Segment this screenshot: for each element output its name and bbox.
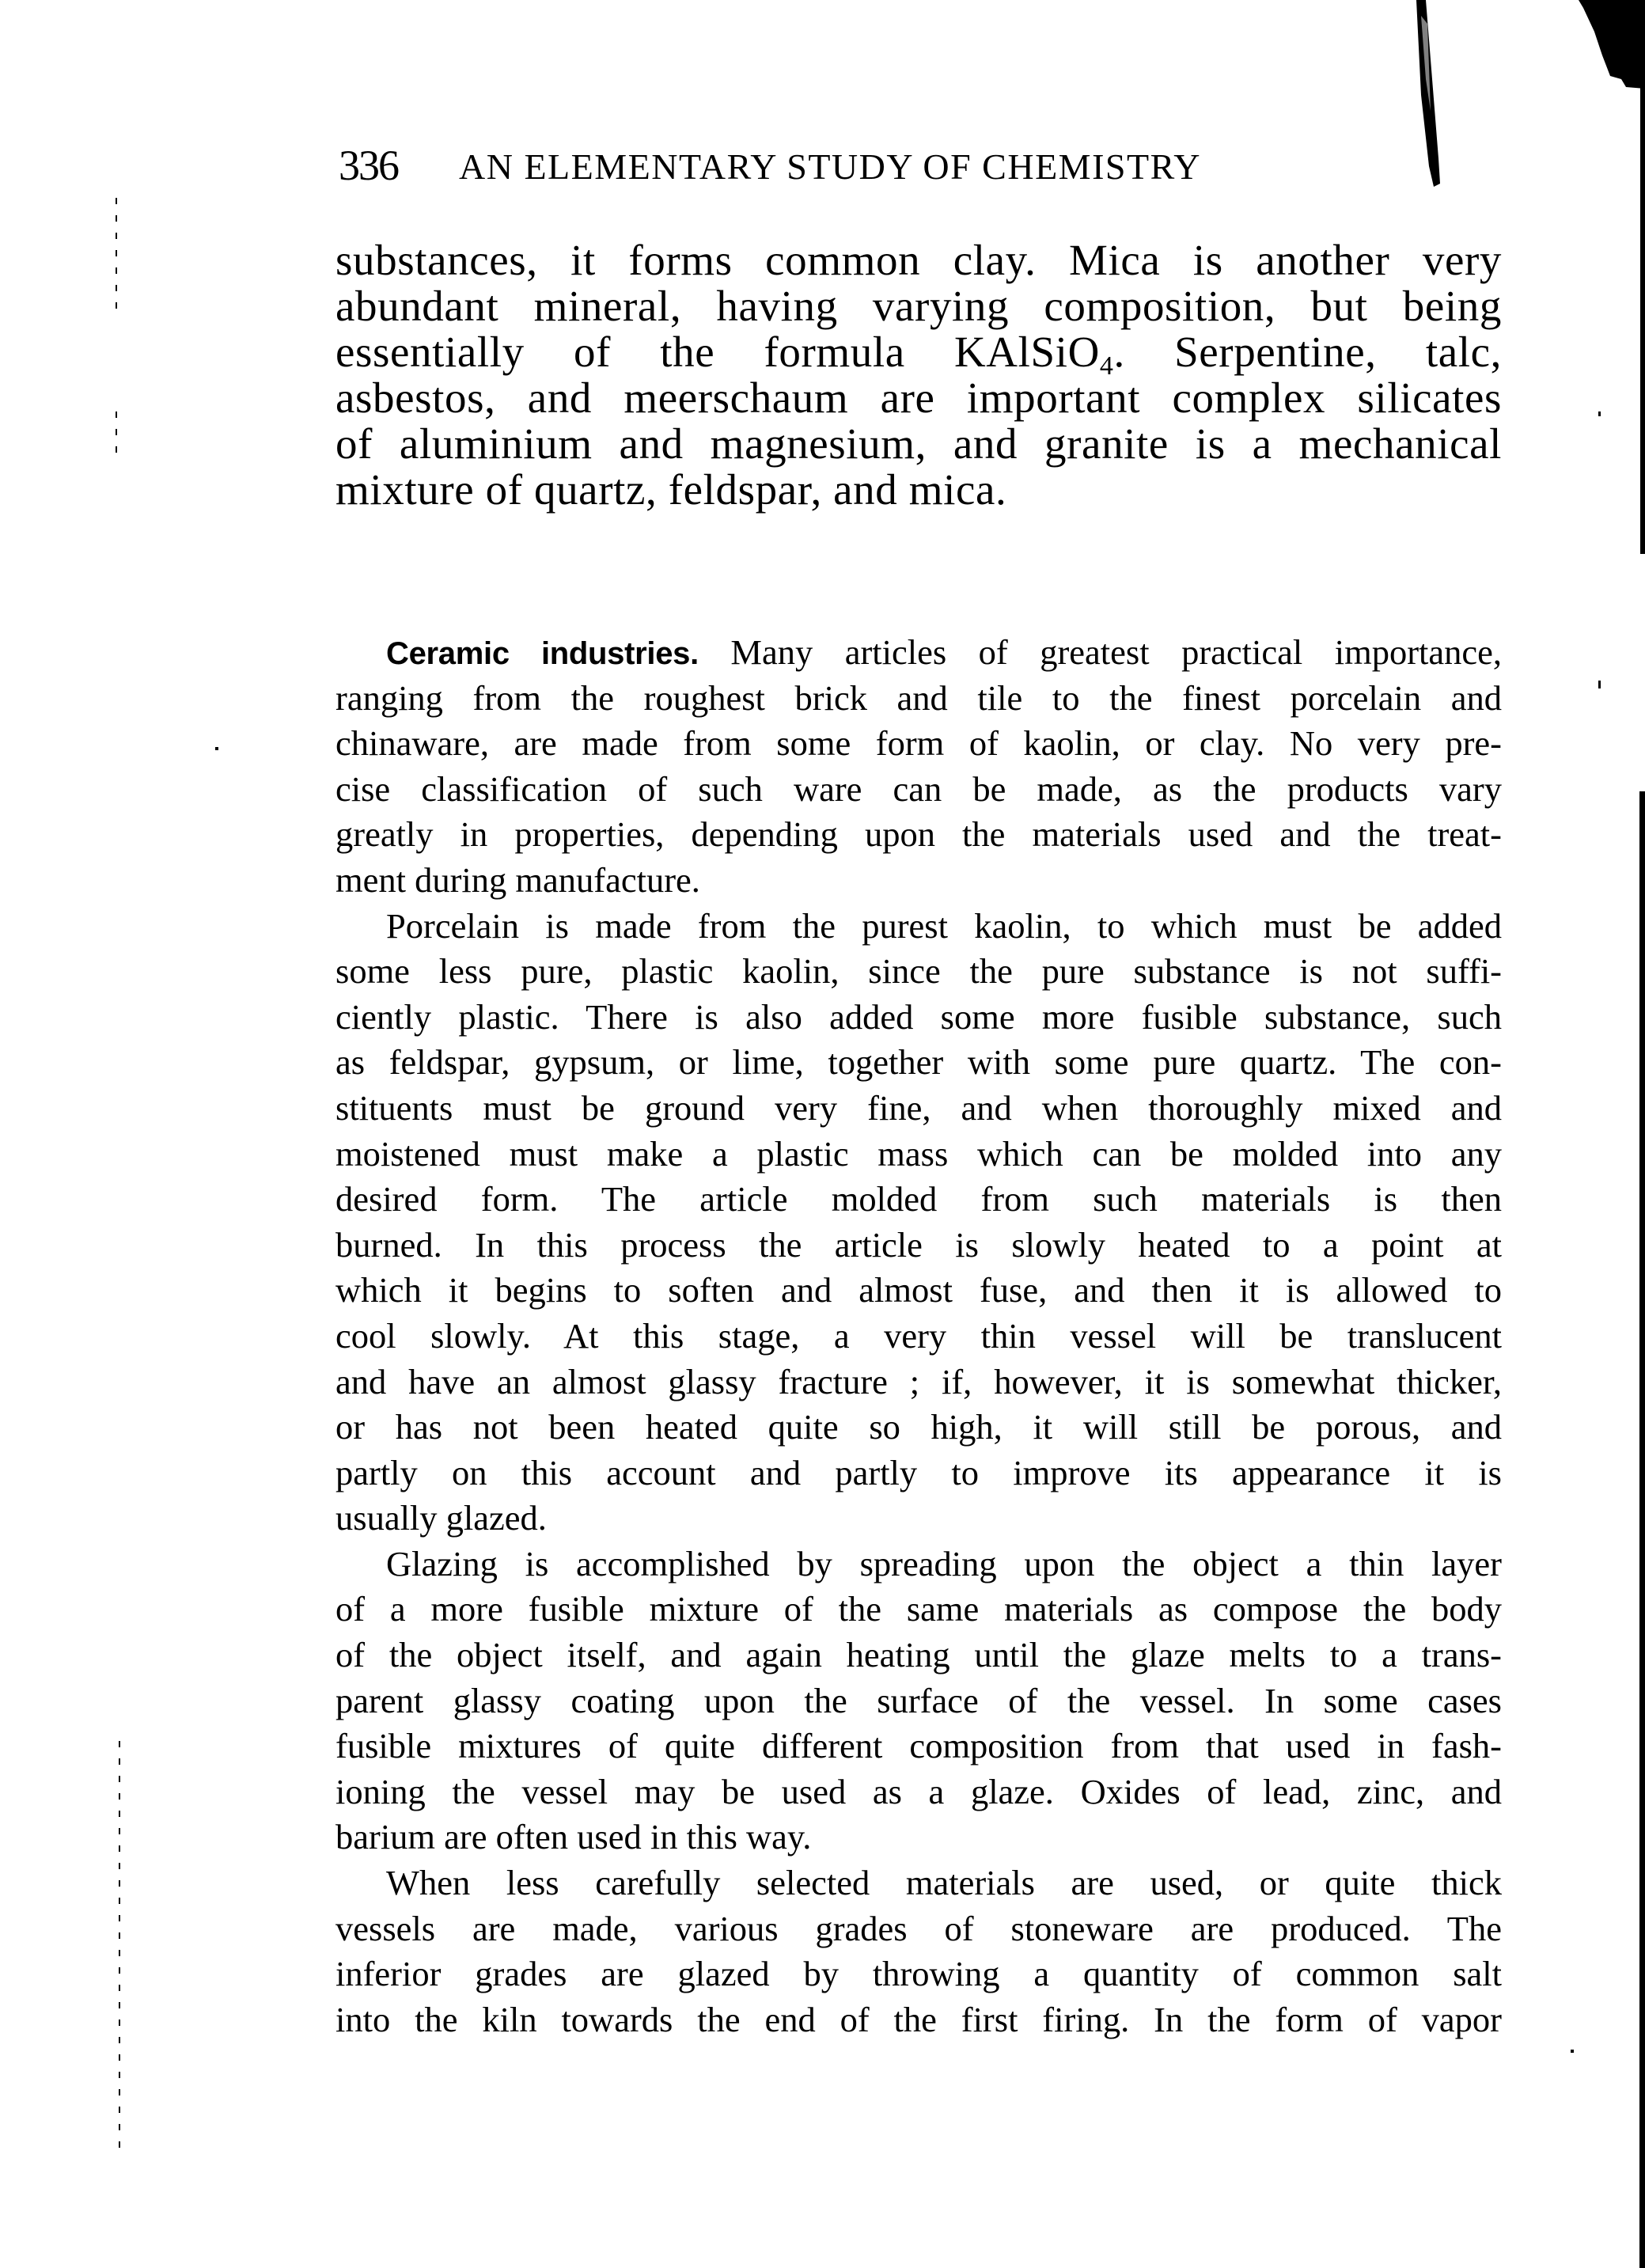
intro-paragraph	[335, 237, 1502, 513]
text-line: When less carefully selected materials are used, or quite thick	[386, 1863, 1502, 1903]
text-line: ranging from the roughest brick and tile to the finest porcelain and	[335, 677, 1502, 718]
text-line: of aluminium and magnesium, and granite is a mechanical	[335, 419, 1502, 468]
text-line: inferior grades are glazed by throwing a quantity of common salt	[335, 1954, 1502, 1994]
text-line: some less pure, plastic kaolin, since the pure substance is not suffi-	[335, 951, 1502, 992]
paragraph-stoneware	[335, 1860, 1502, 2042]
text-line: abundant mineral, having varying composition, but being	[335, 282, 1502, 330]
text-line: and have an almost glassy fracture ; if, however, it is somewhat thicker,	[335, 1361, 1502, 1401]
page-number: 336	[339, 142, 398, 189]
text-line: ment during manufacture.	[335, 859, 700, 900]
text-line: burned. In this process the article is slowly heated to a point at	[335, 1224, 1502, 1265]
text-line: ciently plastic. There is also added some more fusible substance, such	[335, 996, 1502, 1037]
scan-speck	[215, 747, 218, 750]
left-margin-marks	[116, 412, 117, 459]
text-line: Glazing is accomplished by spreading upon the object a thin layer	[386, 1543, 1502, 1583]
text-line: Porcelain is made from the purest kaolin, to which must be added	[386, 905, 1502, 946]
text-line: usually glazed.	[335, 1498, 547, 1538]
paragraph-ceramic-intro	[335, 630, 1502, 904]
formula-tail: . Serpentine, talc,	[1113, 328, 1502, 376]
text-line: cise classification of such ware can be made, as the products vary	[335, 768, 1502, 809]
left-margin-marks	[119, 1741, 120, 2152]
text-line: desired form. The article molded from such materials is then	[335, 1179, 1502, 1219]
ceramic-industries-section	[335, 630, 1502, 2042]
left-margin-marks	[116, 198, 117, 317]
text-line: mixture of quartz, feldspar, and mica.	[335, 465, 1007, 514]
formula-subscript: 4	[1099, 351, 1114, 381]
text-line: chinaware, are made from some form of kaolin, or clay. No very pre-	[335, 723, 1502, 764]
running-head: AN ELEMENTARY STUDY OF CHEMISTRY	[459, 146, 1201, 187]
section-title: Ceramic industries.	[386, 636, 699, 671]
text-line: stituents must be ground very fine, and when thoroughly mixed and	[335, 1087, 1502, 1128]
page-header	[339, 141, 1383, 196]
text-line: into the kiln towards the end of the first firing. In the form of vapor	[335, 1999, 1502, 2039]
scan-speck	[1598, 681, 1601, 688]
text-line: ioning the vessel may be used as a glaze. Oxides of lead, zinc, and	[335, 1771, 1502, 1811]
text-line: greatly in properties, depending upon the materials used and the treat-	[335, 814, 1502, 855]
text-line: moistened must make a plastic mass which can be molded into any	[335, 1133, 1502, 1174]
page-edge-line-lower	[1639, 791, 1645, 2268]
scan-speck	[1571, 2050, 1574, 2053]
text-line: or has not been heated quite so high, it will still be porous, and	[335, 1407, 1502, 1447]
scan-speck	[1598, 412, 1601, 416]
text-line-formula	[335, 328, 1502, 381]
text-line: barium are often used in this way.	[335, 1817, 812, 1857]
text-line: as feldspar, gypsum, or lime, together with some pure quartz. The con-	[335, 1042, 1502, 1083]
text-line: of the object itself, and again heating until the glaze melts to a trans-	[335, 1635, 1502, 1675]
text-line: asbestos, and meerschaum are important complex silicates	[335, 374, 1502, 422]
page-edge-shadow	[1579, 0, 1645, 89]
text-line: fusible mixtures of quite different composition from that used in fash-	[335, 1726, 1502, 1766]
binding-shadow-mark	[1415, 0, 1446, 187]
text-line: parent glassy coating upon the surface of the vessel. In some cases	[335, 1680, 1502, 1720]
text-line: partly on this account and partly to improve its appearance it is	[335, 1452, 1502, 1492]
page-edge-line-upper	[1640, 79, 1645, 554]
formula-text: essentially of the formula KAlSiO	[335, 328, 1100, 376]
text-line: substances, it forms common clay. Mica is another very	[335, 236, 1502, 284]
text-line: of a more fusible mixture of the same materials as compose the body	[335, 1589, 1502, 1629]
paragraph-glazing	[335, 1542, 1502, 1860]
text-line: cool slowly. At this stage, a very thin vessel will be translucent	[335, 1315, 1502, 1356]
paragraph-porcelain	[335, 904, 1502, 1542]
title-line-rest: Many articles of greatest practical importance,	[698, 632, 1503, 672]
text-line: vessels are made, various grades of stoneware are produced. The	[335, 1908, 1502, 1948]
text-line: which it begins to soften and almost fuse, and then it is allowed to	[335, 1270, 1502, 1310]
text-line-with-title	[335, 630, 1502, 676]
